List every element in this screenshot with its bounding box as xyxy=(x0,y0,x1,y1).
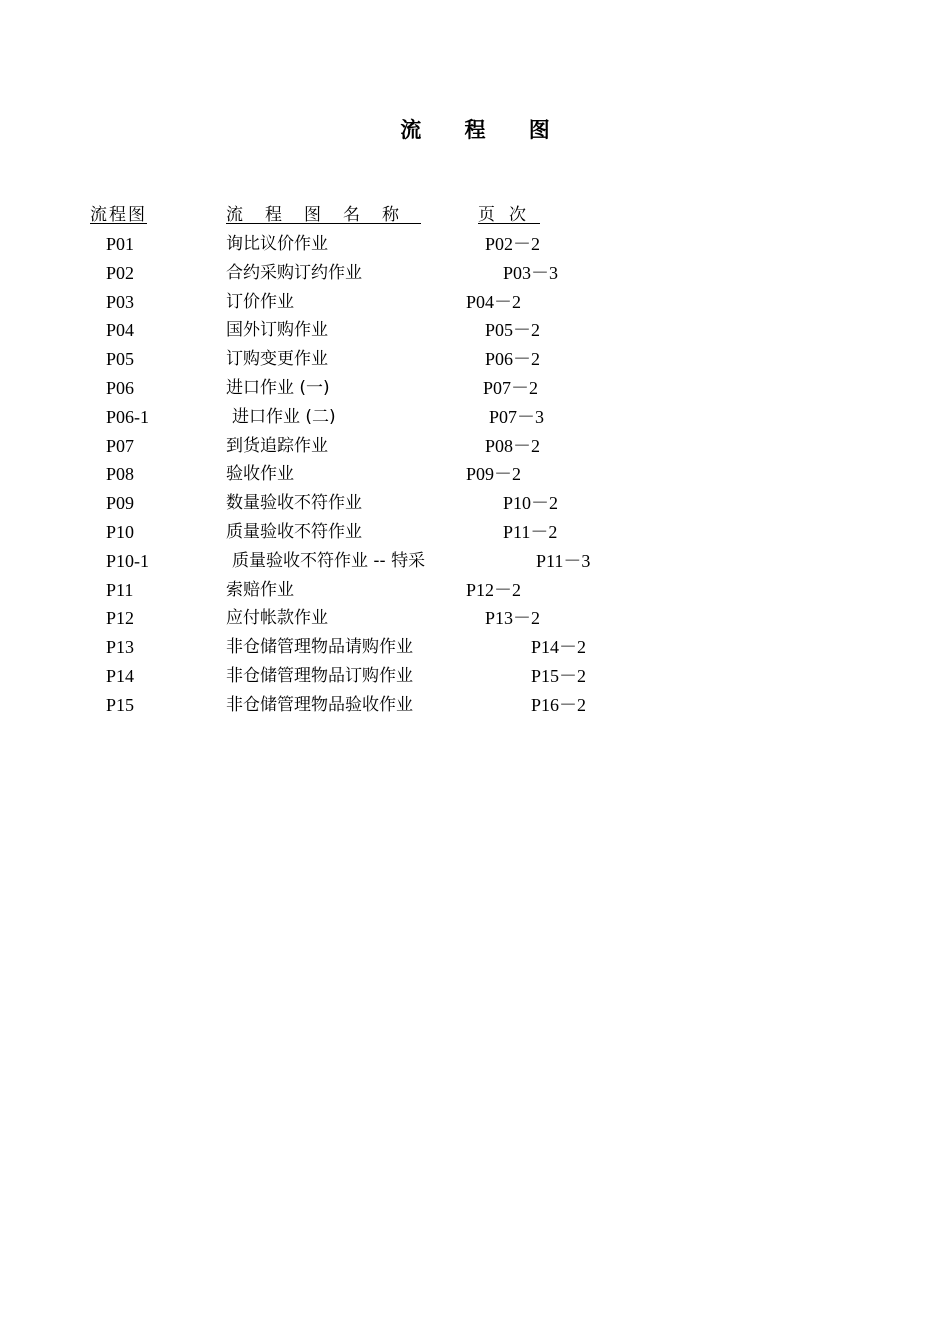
table-row xyxy=(0,259,950,288)
flowchart-name: 索赔作业 xyxy=(226,579,294,600)
flowchart-page: P04－2 xyxy=(466,291,522,312)
flowchart-code: P07 xyxy=(106,435,135,456)
flowchart-name: 到货追踪作业 xyxy=(226,435,328,456)
flowchart-name: 非仓储管理物品请购作业 xyxy=(226,637,413,658)
table-row xyxy=(0,518,950,547)
table-row xyxy=(0,576,950,605)
table-row xyxy=(0,662,950,691)
table-row xyxy=(0,460,950,489)
flowchart-index-list xyxy=(0,230,950,720)
page-title: 流 程 图 xyxy=(400,118,568,142)
flowchart-page: P11－3 xyxy=(536,550,591,571)
flowchart-page: P11－2 xyxy=(503,521,558,542)
flowchart-name: 询比议价作业 xyxy=(226,234,328,254)
flowchart-code: P10 xyxy=(106,521,135,542)
flowchart-page: P15－2 xyxy=(531,665,587,686)
flowchart-name: 非仓储管理物品验收作业 xyxy=(226,694,413,715)
flowchart-code: P03 xyxy=(106,291,135,312)
flowchart-code: P06 xyxy=(106,377,135,398)
flowchart-page: P06－2 xyxy=(485,349,541,370)
flowchart-name: 进口作业 (二) xyxy=(232,406,336,427)
flowchart-code: P15 xyxy=(106,694,135,715)
flowchart-page: P13－2 xyxy=(485,608,541,629)
flowchart-page: P02－2 xyxy=(485,234,541,254)
flowchart-page: P09－2 xyxy=(466,464,522,485)
table-row xyxy=(0,374,950,403)
flowchart-page: P10－2 xyxy=(503,493,559,514)
table-row xyxy=(0,345,950,374)
table-row xyxy=(0,489,950,518)
flowchart-page: P03－3 xyxy=(503,262,559,283)
flowchart-name: 订价作业 xyxy=(226,291,294,312)
flowchart-page: P14－2 xyxy=(531,637,587,658)
table-row xyxy=(0,633,950,662)
table-row xyxy=(0,432,950,461)
flowchart-name: 合约采购订约作业 xyxy=(226,262,362,283)
flowchart-code: P09 xyxy=(106,493,135,514)
flowchart-code: P11 xyxy=(106,579,134,600)
flowchart-page: P12－2 xyxy=(466,579,522,600)
flowchart-page: P08－2 xyxy=(485,435,541,456)
flowchart-name: 质量验收不符作业 -- 特采 xyxy=(232,550,426,571)
flowchart-code: P02 xyxy=(106,262,135,283)
flowchart-code: P08 xyxy=(106,464,135,485)
column-header-code: 流程图 xyxy=(90,205,147,225)
column-header-page: 页次 xyxy=(478,205,540,225)
table-row xyxy=(0,547,950,576)
flowchart-name: 国外订购作业 xyxy=(226,320,328,341)
flowchart-code: P12 xyxy=(106,608,135,629)
flowchart-name: 进口作业 (一) xyxy=(226,377,330,398)
table-row xyxy=(0,230,950,259)
flowchart-code: P01 xyxy=(106,234,135,254)
column-header-name: 流程图名称 xyxy=(226,205,421,225)
flowchart-code: P13 xyxy=(106,637,135,658)
flowchart-page: P05－2 xyxy=(485,320,541,341)
table-row xyxy=(0,604,950,633)
flowchart-code: P14 xyxy=(106,665,135,686)
flowchart-code: P05 xyxy=(106,349,135,370)
flowchart-code: P10-1 xyxy=(106,550,150,571)
flowchart-code: P04 xyxy=(106,320,135,341)
flowchart-name: 订购变更作业 xyxy=(226,349,328,370)
flowchart-page: P16－2 xyxy=(531,694,587,715)
flowchart-name: 质量验收不符作业 xyxy=(226,521,362,542)
flowchart-name: 验收作业 xyxy=(226,464,294,485)
flowchart-code: P06-1 xyxy=(106,406,150,427)
table-row xyxy=(0,288,950,317)
table-row xyxy=(0,316,950,345)
flowchart-page: P07－2 xyxy=(483,377,539,398)
flowchart-name: 数量验收不符作业 xyxy=(226,493,362,514)
table-row xyxy=(0,403,950,432)
flowchart-name: 应付帐款作业 xyxy=(226,608,328,629)
flowchart-page: P07－3 xyxy=(489,406,545,427)
flowchart-name: 非仓储管理物品订购作业 xyxy=(226,665,413,686)
table-row xyxy=(0,691,950,720)
